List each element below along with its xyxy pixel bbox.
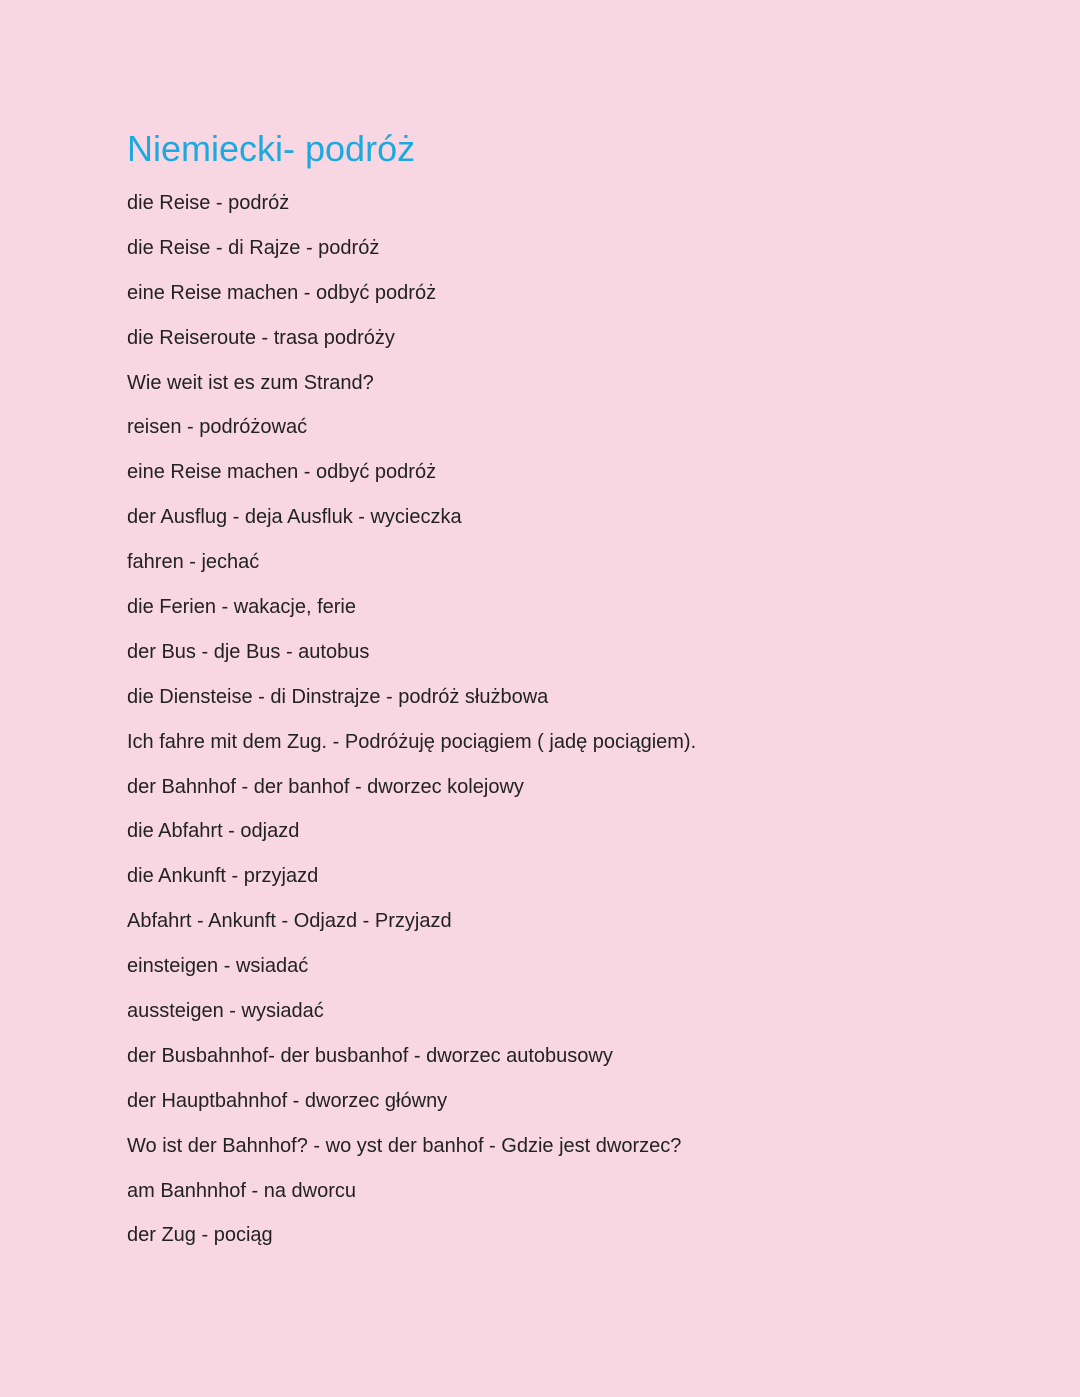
vocabulary-entry: der Bahnhof - der banhof - dworzec kolejowy (127, 775, 524, 798)
vocabulary-page (127, 124, 1027, 1258)
vocabulary-entry: der Busbahnhof- der busbanhof - dworzec autobusowy (127, 1044, 613, 1067)
vocabulary-entry: am Banhnhof - na dworcu (127, 1179, 357, 1202)
vocabulary-entry: der Zug - pociąg (127, 1224, 273, 1247)
vocabulary-entry: reisen - podróżować (127, 416, 308, 439)
vocabulary-entry: aussteigen - wysiadać (127, 1000, 324, 1023)
vocabulary-entry: eine Reise machen - odbyć podróż (127, 281, 437, 304)
vocabulary-entry: Abfahrt - Ankunft - Odjazd - Przyjazd (127, 910, 452, 933)
vocabulary-entry: fahren - jechać (127, 551, 260, 574)
vocabulary-entry: Wo ist der Bahnhof? - wo yst der banhof - Gdzie jest dworzec? (127, 1134, 682, 1157)
vocabulary-entry: die Ankunft - przyjazd (127, 865, 319, 888)
vocabulary-entry: die Abfahrt - odjazd (127, 820, 300, 843)
page-title: Niemiecki- podróż (127, 128, 416, 169)
vocabulary-entry: der Bus - dje Bus - autobus (127, 640, 370, 663)
vocabulary-entry: die Reiseroute - trasa podróży (127, 326, 395, 349)
vocabulary-entry: Ich fahre mit dem Zug. - Podróżuję pociągiem ( jadę pociągiem). (127, 730, 697, 753)
vocabulary-entry: der Hauptbahnhof - dworzec główny (127, 1089, 448, 1112)
vocabulary-entry: die Reise - podróż (127, 192, 290, 214)
vocabulary-entry: einsteigen - wsiadać (127, 955, 309, 978)
vocabulary-list (127, 181, 1027, 1258)
vocabulary-entry: der Ausflug - deja Ausfluk - wycieczka (127, 506, 462, 529)
vocabulary-entry: Wie weit ist es zum Strand? (127, 371, 374, 394)
vocabulary-entry: die Ferien - wakacje, ferie (127, 596, 356, 619)
vocabulary-entry: die Reise - di Rajze - podróż (127, 236, 380, 259)
vocabulary-entry: die Diensteise - di Dinstrajze - podróż służbowa (127, 685, 549, 708)
vocabulary-entry: eine Reise machen - odbyć podróż (127, 461, 437, 484)
